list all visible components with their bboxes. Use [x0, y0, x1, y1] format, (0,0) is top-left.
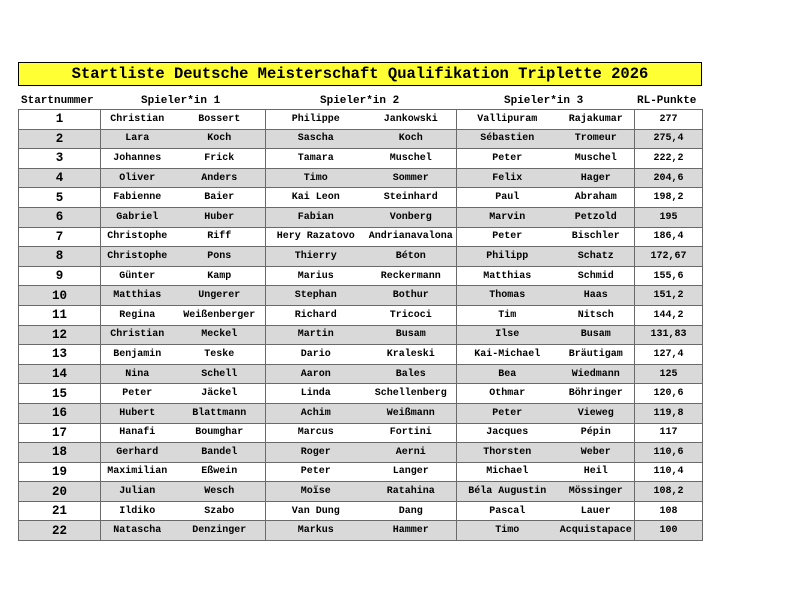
cell-spieler2-nachname: Dang: [366, 501, 457, 521]
cell-rl-punkte: 155,6: [635, 266, 703, 286]
cell-spieler2-nachname: Tricoci: [366, 305, 457, 325]
cell-startnummer: 19: [19, 462, 101, 482]
cell-spieler1-nachname: Kamp: [174, 266, 266, 286]
cell-spieler1-nachname: Eßwein: [174, 462, 266, 482]
cell-spieler3-nachname: Abraham: [558, 188, 635, 208]
cell-spieler1-nachname: Wesch: [174, 482, 266, 502]
table-row: [19, 129, 703, 149]
table-row: [19, 149, 703, 169]
table-row: [19, 384, 703, 404]
header-spieler2: Spieler*in 2: [320, 95, 400, 107]
cell-spieler1-nachname: Pons: [174, 247, 266, 267]
cell-rl-punkte: 144,2: [635, 305, 703, 325]
cell-spieler1-vorname: Christian: [101, 110, 174, 130]
cell-spieler1-nachname: Ungerer: [174, 286, 266, 306]
cell-spieler1-vorname: Natascha: [101, 521, 174, 541]
page-title: Startliste Deutsche Meisterschaft Qualifikation Triplette 2026: [18, 62, 702, 86]
cell-spieler3-vorname: Paul: [457, 188, 558, 208]
cell-startnummer: 17: [19, 423, 101, 443]
cell-spieler1-vorname: Günter: [101, 266, 174, 286]
table-row: [19, 521, 703, 541]
cell-spieler2-vorname: Tamara: [266, 149, 366, 169]
cell-rl-punkte: 120,6: [635, 384, 703, 404]
cell-spieler1-vorname: Lara: [101, 129, 174, 149]
cell-spieler3-nachname: Nitsch: [558, 305, 635, 325]
cell-spieler2-vorname: Kai Leon: [266, 188, 366, 208]
header-spieler1: Spieler*in 1: [141, 95, 221, 107]
cell-spieler2-vorname: Fabian: [266, 207, 366, 227]
cell-startnummer: 16: [19, 403, 101, 423]
cell-spieler2-nachname: Andrianavalona: [366, 227, 457, 247]
cell-startnummer: 9: [19, 266, 101, 286]
cell-spieler1-vorname: Gerhard: [101, 443, 174, 463]
cell-spieler2-nachname: Ratahina: [366, 482, 457, 502]
cell-spieler3-nachname: Tromeur: [558, 129, 635, 149]
cell-spieler3-vorname: Ilse: [457, 325, 558, 345]
cell-spieler1-vorname: Julian: [101, 482, 174, 502]
start-list-table: [18, 109, 703, 541]
table-row: [19, 423, 703, 443]
cell-spieler1-nachname: Baier: [174, 188, 266, 208]
cell-spieler2-nachname: Kraleski: [366, 345, 457, 365]
table-row: [19, 266, 703, 286]
cell-spieler2-vorname: Philippe: [266, 110, 366, 130]
cell-startnummer: 20: [19, 482, 101, 502]
cell-rl-punkte: 108,2: [635, 482, 703, 502]
cell-spieler3-nachname: Wiedmann: [558, 364, 635, 384]
cell-spieler3-nachname: Pépin: [558, 423, 635, 443]
cell-spieler2-nachname: Schellenberg: [366, 384, 457, 404]
cell-spieler3-vorname: Kai-Michael: [457, 345, 558, 365]
cell-spieler1-nachname: Meckel: [174, 325, 266, 345]
cell-startnummer: 8: [19, 247, 101, 267]
cell-startnummer: 7: [19, 227, 101, 247]
cell-spieler3-nachname: Lauer: [558, 501, 635, 521]
cell-spieler1-vorname: Fabienne: [101, 188, 174, 208]
cell-startnummer: 21: [19, 501, 101, 521]
cell-rl-punkte: 275,4: [635, 129, 703, 149]
cell-spieler3-nachname: Hager: [558, 168, 635, 188]
cell-spieler3-vorname: Peter: [457, 149, 558, 169]
cell-spieler1-nachname: Denzinger: [174, 521, 266, 541]
cell-spieler2-vorname: Richard: [266, 305, 366, 325]
cell-spieler3-vorname: Pascal: [457, 501, 558, 521]
cell-startnummer: 2: [19, 129, 101, 149]
cell-spieler1-vorname: Christian: [101, 325, 174, 345]
cell-spieler1-nachname: Teske: [174, 345, 266, 365]
cell-rl-punkte: 108: [635, 501, 703, 521]
cell-startnummer: 22: [19, 521, 101, 541]
cell-spieler3-nachname: Muschel: [558, 149, 635, 169]
cell-spieler3-nachname: Vieweg: [558, 403, 635, 423]
cell-spieler3-nachname: Acquistapace: [558, 521, 635, 541]
cell-spieler2-vorname: Van Dung: [266, 501, 366, 521]
cell-spieler3-vorname: Thomas: [457, 286, 558, 306]
cell-rl-punkte: 131,83: [635, 325, 703, 345]
cell-spieler2-nachname: Béton: [366, 247, 457, 267]
cell-spieler3-vorname: Tim: [457, 305, 558, 325]
cell-spieler1-nachname: Blattmann: [174, 403, 266, 423]
table-row: [19, 168, 703, 188]
cell-spieler2-vorname: Linda: [266, 384, 366, 404]
table-row: [19, 207, 703, 227]
cell-spieler3-vorname: Bea: [457, 364, 558, 384]
cell-spieler1-nachname: Koch: [174, 129, 266, 149]
cell-spieler3-vorname: Othmar: [457, 384, 558, 404]
cell-spieler2-vorname: Markus: [266, 521, 366, 541]
cell-spieler1-vorname: Johannes: [101, 149, 174, 169]
cell-spieler1-vorname: Christophe: [101, 247, 174, 267]
cell-spieler2-nachname: Vonberg: [366, 207, 457, 227]
cell-spieler2-nachname: Bothur: [366, 286, 457, 306]
cell-spieler3-nachname: Schatz: [558, 247, 635, 267]
cell-rl-punkte: 172,67: [635, 247, 703, 267]
cell-spieler2-nachname: Sommer: [366, 168, 457, 188]
cell-spieler1-vorname: Maximilian: [101, 462, 174, 482]
cell-spieler2-vorname: Roger: [266, 443, 366, 463]
cell-spieler2-vorname: Thierry: [266, 247, 366, 267]
cell-spieler3-nachname: Bräutigam: [558, 345, 635, 365]
table-row: [19, 247, 703, 267]
table-row: [19, 188, 703, 208]
cell-spieler3-nachname: Busam: [558, 325, 635, 345]
cell-spieler2-vorname: Hery Razatovo: [266, 227, 366, 247]
table-row: [19, 443, 703, 463]
cell-startnummer: 14: [19, 364, 101, 384]
cell-startnummer: 10: [19, 286, 101, 306]
cell-spieler2-vorname: Achim: [266, 403, 366, 423]
cell-spieler1-vorname: Regina: [101, 305, 174, 325]
cell-spieler2-nachname: Muschel: [366, 149, 457, 169]
table-row: [19, 227, 703, 247]
cell-spieler1-nachname: Jäckel: [174, 384, 266, 404]
cell-spieler1-vorname: Hanafi: [101, 423, 174, 443]
cell-spieler1-nachname: Bossert: [174, 110, 266, 130]
table-row: [19, 110, 703, 130]
cell-startnummer: 3: [19, 149, 101, 169]
cell-spieler3-vorname: Thorsten: [457, 443, 558, 463]
cell-rl-punkte: 195: [635, 207, 703, 227]
cell-spieler1-nachname: Frick: [174, 149, 266, 169]
cell-rl-punkte: 110,6: [635, 443, 703, 463]
cell-rl-punkte: 222,2: [635, 149, 703, 169]
cell-startnummer: 6: [19, 207, 101, 227]
table-row: [19, 501, 703, 521]
table-row: [19, 345, 703, 365]
cell-startnummer: 13: [19, 345, 101, 365]
cell-rl-punkte: 204,6: [635, 168, 703, 188]
cell-spieler3-vorname: Vallipuram: [457, 110, 558, 130]
cell-startnummer: 4: [19, 168, 101, 188]
cell-spieler2-nachname: Koch: [366, 129, 457, 149]
cell-startnummer: 15: [19, 384, 101, 404]
cell-spieler3-vorname: Jacques: [457, 423, 558, 443]
cell-rl-punkte: 100: [635, 521, 703, 541]
cell-startnummer: 1: [19, 110, 101, 130]
cell-spieler1-nachname: Anders: [174, 168, 266, 188]
cell-rl-punkte: 277: [635, 110, 703, 130]
cell-spieler3-nachname: Petzold: [558, 207, 635, 227]
cell-rl-punkte: 198,2: [635, 188, 703, 208]
cell-spieler1-nachname: Schell: [174, 364, 266, 384]
cell-spieler3-vorname: Michael: [457, 462, 558, 482]
cell-spieler2-nachname: Busam: [366, 325, 457, 345]
cell-spieler2-vorname: Aaron: [266, 364, 366, 384]
cell-spieler1-vorname: Gabriel: [101, 207, 174, 227]
cell-spieler1-vorname: Peter: [101, 384, 174, 404]
cell-rl-punkte: 127,4: [635, 345, 703, 365]
cell-spieler2-vorname: Peter: [266, 462, 366, 482]
table-row: [19, 325, 703, 345]
table-row: [19, 286, 703, 306]
header-punkte: RL-Punkte: [637, 95, 697, 107]
cell-spieler2-vorname: Stephan: [266, 286, 366, 306]
cell-rl-punkte: 119,8: [635, 403, 703, 423]
cell-spieler3-vorname: Matthias: [457, 266, 558, 286]
cell-spieler2-vorname: Martin: [266, 325, 366, 345]
cell-spieler3-nachname: Schmid: [558, 266, 635, 286]
cell-spieler1-vorname: Matthias: [101, 286, 174, 306]
column-headers: [18, 95, 702, 109]
cell-spieler3-nachname: Heil: [558, 462, 635, 482]
cell-spieler1-nachname: Szabo: [174, 501, 266, 521]
cell-rl-punkte: 151,2: [635, 286, 703, 306]
cell-spieler3-vorname: Timo: [457, 521, 558, 541]
header-startnummer: Startnummer: [21, 95, 94, 107]
cell-spieler2-nachname: Bales: [366, 364, 457, 384]
cell-spieler3-nachname: Bischler: [558, 227, 635, 247]
cell-spieler2-nachname: Weißmann: [366, 403, 457, 423]
cell-spieler1-nachname: Riff: [174, 227, 266, 247]
cell-spieler2-nachname: Reckermann: [366, 266, 457, 286]
cell-spieler2-nachname: Fortini: [366, 423, 457, 443]
cell-spieler3-vorname: Peter: [457, 403, 558, 423]
cell-spieler3-nachname: Böhringer: [558, 384, 635, 404]
cell-spieler2-vorname: Timo: [266, 168, 366, 188]
cell-rl-punkte: 125: [635, 364, 703, 384]
cell-spieler3-vorname: Marvin: [457, 207, 558, 227]
cell-spieler3-vorname: Felix: [457, 168, 558, 188]
cell-spieler3-nachname: Haas: [558, 286, 635, 306]
cell-spieler3-vorname: Peter: [457, 227, 558, 247]
table-row: [19, 403, 703, 423]
cell-spieler3-nachname: Rajakumar: [558, 110, 635, 130]
cell-spieler2-vorname: Dario: [266, 345, 366, 365]
cell-spieler1-nachname: Boumghar: [174, 423, 266, 443]
cell-spieler2-nachname: Hammer: [366, 521, 457, 541]
cell-spieler2-vorname: Moïse: [266, 482, 366, 502]
cell-spieler1-vorname: Hubert: [101, 403, 174, 423]
cell-spieler3-vorname: Béla Augustin: [457, 482, 558, 502]
cell-spieler2-vorname: Marius: [266, 266, 366, 286]
cell-spieler2-nachname: Langer: [366, 462, 457, 482]
cell-spieler2-nachname: Aerni: [366, 443, 457, 463]
cell-spieler1-vorname: Christophe: [101, 227, 174, 247]
cell-startnummer: 18: [19, 443, 101, 463]
cell-spieler3-vorname: Philipp: [457, 247, 558, 267]
cell-spieler1-nachname: Weißenberger: [174, 305, 266, 325]
header-spieler3: Spieler*in 3: [504, 95, 584, 107]
cell-spieler2-vorname: Sascha: [266, 129, 366, 149]
cell-spieler2-nachname: Steinhard: [366, 188, 457, 208]
cell-rl-punkte: 110,4: [635, 462, 703, 482]
table-row: [19, 305, 703, 325]
cell-spieler2-vorname: Marcus: [266, 423, 366, 443]
cell-spieler1-vorname: Oliver: [101, 168, 174, 188]
cell-spieler3-vorname: Sébastien: [457, 129, 558, 149]
cell-spieler1-vorname: Ildiko: [101, 501, 174, 521]
cell-spieler3-nachname: Mössinger: [558, 482, 635, 502]
cell-spieler2-nachname: Jankowski: [366, 110, 457, 130]
cell-spieler1-vorname: Benjamin: [101, 345, 174, 365]
table-row: [19, 482, 703, 502]
cell-spieler3-nachname: Weber: [558, 443, 635, 463]
cell-rl-punkte: 117: [635, 423, 703, 443]
cell-rl-punkte: 186,4: [635, 227, 703, 247]
table-row: [19, 462, 703, 482]
cell-spieler1-vorname: Nina: [101, 364, 174, 384]
cell-spieler1-nachname: Bandel: [174, 443, 266, 463]
table-row: [19, 364, 703, 384]
cell-startnummer: 12: [19, 325, 101, 345]
cell-startnummer: 5: [19, 188, 101, 208]
cell-spieler1-nachname: Huber: [174, 207, 266, 227]
cell-startnummer: 11: [19, 305, 101, 325]
